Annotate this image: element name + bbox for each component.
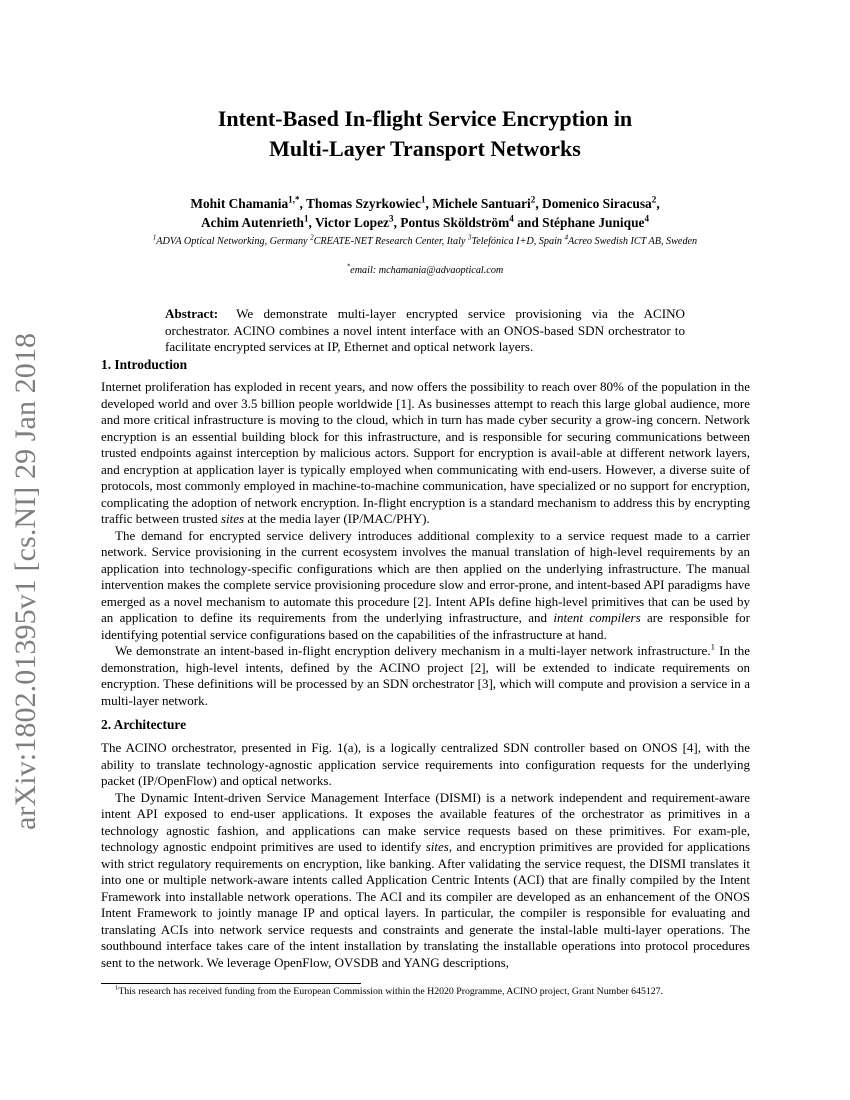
paragraph-text: , and encryption primitives are provided for applications with strict regulatory requirements on encryption, like banking. After validating the service request, the DISMI translates it into one or multiple network-aware intents called Application Centric Intents (ACI) that are finally compiled by the Intent Framework into installable network operations. The ACI and its compiler are developed as an enhancement of the ONOS Intent Framework to jointly manage IP and optical layers. In particular, the compiler is responsible for evaluating and translating ACIs into network service requests and constraints and generate the instal-lable multi-layer operations. The southbound interface takes care of the intent installation by translating the installable operations into protocol procedures sent to the network. We leverage OpenFlow, OVSDB and YANG descriptions, (101, 839, 750, 970)
paragraph-text: are responsible for identifying potential service configurations based on the capabilities of the infrastructure at hand. (101, 610, 750, 642)
footnote (101, 986, 750, 998)
footnote-mark: 1 (115, 984, 119, 992)
corresponding-email (100, 264, 750, 277)
paragraph (101, 790, 750, 972)
abstract (165, 306, 685, 356)
author-line-1 (100, 194, 750, 213)
paragraph-text: The Dynamic Intent-driven Service Management Interface (DISMI) is a network independent and requirement-aware intent API exposed to end-user applications. It exposes the available features of the orchestrator as primitives in a technology agnostic fashion, and applications can make service requests based on these primitives. For exam-ple, technology agnostic endpoint primitives are used to identify (101, 789, 750, 854)
paper-title (100, 104, 750, 164)
author-line-2 (100, 213, 750, 232)
author-affil-mark: 4 (644, 213, 650, 224)
affil-mark: 3 (468, 234, 472, 242)
emphasis: sites (220, 511, 245, 526)
paragraph-text: We demonstrate an intent-based in-flight encryption delivery mechanism in a multi-layer network infrastructure. (115, 643, 711, 658)
author-name: , Michele Santuari (425, 196, 531, 211)
footnote-text: This research has received funding from the European Commission within the H2020 Programme, ACINO project, Grant Number 645127. (118, 986, 664, 997)
author-affil-mark: 2 (651, 194, 657, 205)
paragraph-text: at the media layer (IP/MAC/PHY). (244, 511, 430, 526)
emphasis: intent compilers (553, 610, 641, 625)
author-affil-mark: 3 (389, 213, 394, 224)
affiliation: Telefónica I+D, Spain (471, 236, 565, 247)
author-name: , Thomas Szyrkowiec (299, 196, 421, 211)
author-name: , Domenico Siracusa (535, 196, 652, 211)
abstract-label: Abstract: (165, 306, 219, 321)
affil-mark: 1 (152, 234, 157, 242)
title-line-2: Multi-Layer Transport Networks (269, 136, 581, 161)
author-affil-mark: 1 (303, 213, 309, 224)
section-heading-introduction: 1. Introduction (101, 357, 188, 372)
architecture-body (101, 740, 750, 971)
abstract-text: We demonstrate multi-layer encrypted service provisioning via the ACINO orchestrator. ACINO combines a novel intent interface with an ONOS-based SDN orchestrator to facilitate encrypted services at IP, Ethernet and optical network layers. (165, 306, 685, 354)
emphasis: sites (425, 839, 449, 854)
paragraph (101, 528, 750, 644)
author-affil-mark: 2 (530, 194, 536, 205)
author-name: Mohit Chamania (190, 196, 289, 211)
title-line-1: Intent-Based In-flight Service Encryption in (217, 106, 633, 131)
paragraph (101, 379, 750, 528)
paragraph: The ACINO orchestrator, presented in Fig. 1(a), is a logically centralized SDN controller based on ONOS [4], with the ability to translate technology-agnostic application service requirements into configuration requests for the underlying packet (IP/OpenFlow) and optical networks. (101, 740, 750, 788)
email-mark: * (346, 263, 351, 271)
affil-mark: 4 (564, 234, 569, 242)
footnote-divider (101, 983, 361, 984)
paragraph (101, 643, 750, 709)
affiliation: ADVA Optical Networking, Germany (156, 236, 311, 247)
introduction-body (101, 379, 750, 709)
paragraph-text: The demand for encrypted service delivery introduces additional complexity to a service request made to a carrier network. Service provisioning in the current ecosystem involves the manual translation of high-level requirements by an application into technology-specific configurations which are then applied on the underlying infrastructure. The manual intervention makes the complete service provisioning procedure slow and error-prone, and intent-based API paradigms have emerged as a novel mechanism to automate this procedure [2]. Intent APIs define high-level primitives that can be used by an application to define its requirements from the underlying infrastructure, and (101, 527, 750, 625)
author-affil-mark: 4 (509, 213, 514, 224)
author-name: , Victor Lopez (308, 215, 390, 230)
affil-mark: 2 (310, 234, 314, 242)
email-text[interactable]: email: mchamania@advaoptical.com (350, 265, 504, 276)
footnote-mark[interactable]: 1 (710, 641, 715, 652)
author-name: and Stéphane Junique (513, 215, 645, 230)
author-list (100, 194, 750, 232)
author-separator: , (656, 196, 660, 211)
section-heading-architecture: 2. Architecture (101, 717, 187, 732)
affiliation: Acreo Swedish ICT AB, Sweden (568, 236, 698, 247)
arxiv-identifier: arXiv:1802.01395v1 [cs.NI] 29 Jan 2018 (9, 332, 42, 830)
author-affil-mark: 1,* (288, 194, 300, 205)
affiliations (120, 235, 730, 248)
author-name: Achim Autenrieth (200, 215, 304, 230)
paragraph-text: Internet proliferation has exploded in recent years, and now offers the possibility to reach over 80% of the population in the developed world and over 3.5 billion people worldwide [1]. As businesses attempt to reach this large global audience, more and more critical infrastructure is moving to the cloud, which in turn has made cyber security a grow-ing concern. Network encryption is an essential building block for this infrastructure, and is responsible for securing communications between trusted endpoints against interception by malicious actors. Support for encryption is avail-able at different network layers, and encryption at application layer is typically employed when communicating with end-users. However, a diverse suite of protocols, most commonly employed in machine-to-machine communication, have specialized or no support for encryption, complicating the adoption of network encryption. In-flight encryption is a standard mechanism to address this by encrypting traffic between trusted (101, 379, 750, 526)
author-name: , Pontus Sköldström (393, 215, 510, 230)
paragraph-text: In the demonstration, high-level intents, defined by the ACINO project [2], will be extended to indicate requirements on encryption. These definitions will be processed by an SDN orchestrator [3], which will compute and provision a service in a multi-layer network. (101, 643, 750, 708)
affiliation: CREATE-NET Research Center, Italy (313, 236, 468, 247)
author-affil-mark: 1 (420, 194, 426, 205)
